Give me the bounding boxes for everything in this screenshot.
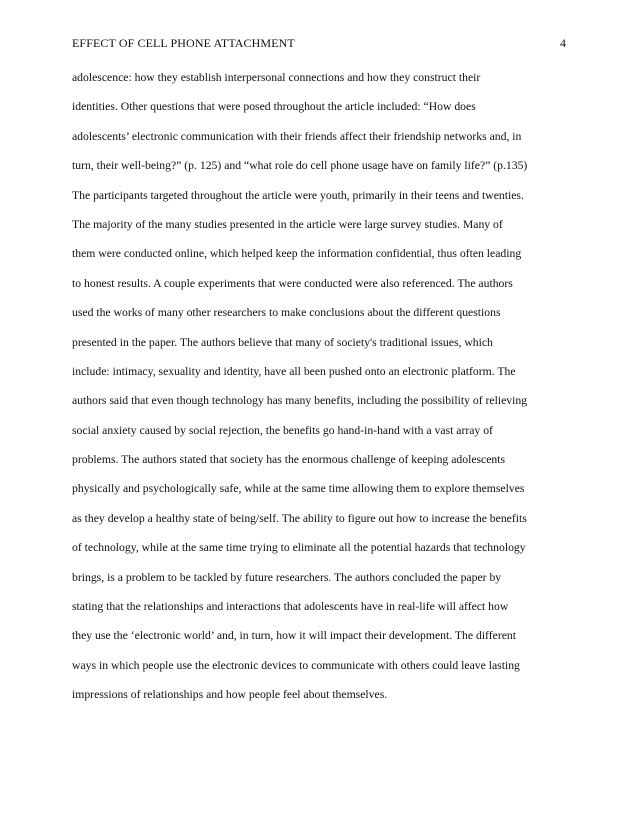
text-line: used the works of many other researchers to make conclusions about the different questions: [72, 306, 501, 320]
text-line: brings, is a problem to be tackled by future researchers. The authors concluded the paper by: [72, 570, 502, 584]
text-line: as they develop a healthy state of being/self. The ability to figure out how to increase the benefits: [72, 511, 527, 525]
text-line: include: intimacy, sexuality and identity, have all been pushed onto an electronic platform. The: [72, 364, 516, 378]
text-line: they use the ‘electronic world’ and, in turn, how it will impact their development. The different: [72, 629, 516, 643]
text-line: social anxiety caused by social rejection, the benefits go hand-in-hand with a vast array of: [72, 423, 493, 437]
text-line: impressions of relationships and how people feel about themselves.: [72, 688, 388, 702]
text-line: to honest results. A couple experiments that were conducted were also referenced. The authors: [72, 276, 513, 290]
page-number: 4: [560, 36, 566, 50]
text-line: presented in the paper. The authors believe that many of society's traditional issues, which: [72, 335, 493, 349]
body-paragraph: [72, 63, 572, 710]
text-line: identities. Other questions that were posed throughout the article included: “How does: [72, 100, 476, 114]
text-line: adolescence: how they establish interpersonal connections and how they construct their: [72, 71, 481, 84]
text-line: adolescents’ electronic communication with their friends affect their friendship networks and, in: [72, 129, 522, 143]
text-line: The majority of the many studies presented in the article were large survey studies. Many of: [72, 217, 503, 231]
text-line: ways in which people use the electronic devices to communicate with others could leave lasting: [72, 658, 520, 672]
text-line: stating that the relationships and interactions that adolescents have in real-life will affect how: [72, 600, 509, 614]
text-line: physically and psychologically safe, while at the same time allowing them to explore themselves: [72, 482, 525, 496]
text-line: turn, their well-being?” (p. 125) and “what role do cell phone usage have on family life?” (p.135): [72, 159, 528, 173]
text-line: The participants targeted throughout the article were youth, primarily in their teens and twenties.: [72, 188, 524, 202]
text-line: problems. The authors stated that society has the enormous challenge of keeping adolescents: [72, 453, 506, 467]
text-line: of technology, while at the same time trying to eliminate all the potential hazards that technology: [72, 541, 526, 555]
running-head: EFFECT OF CELL PHONE ATTACHMENT: [72, 36, 295, 50]
text-line: them were conducted online, which helped keep the information confidential, thus often leading: [72, 247, 522, 261]
text-line: authors said that even though technology has many benefits, including the possibility of relieving: [72, 394, 528, 408]
